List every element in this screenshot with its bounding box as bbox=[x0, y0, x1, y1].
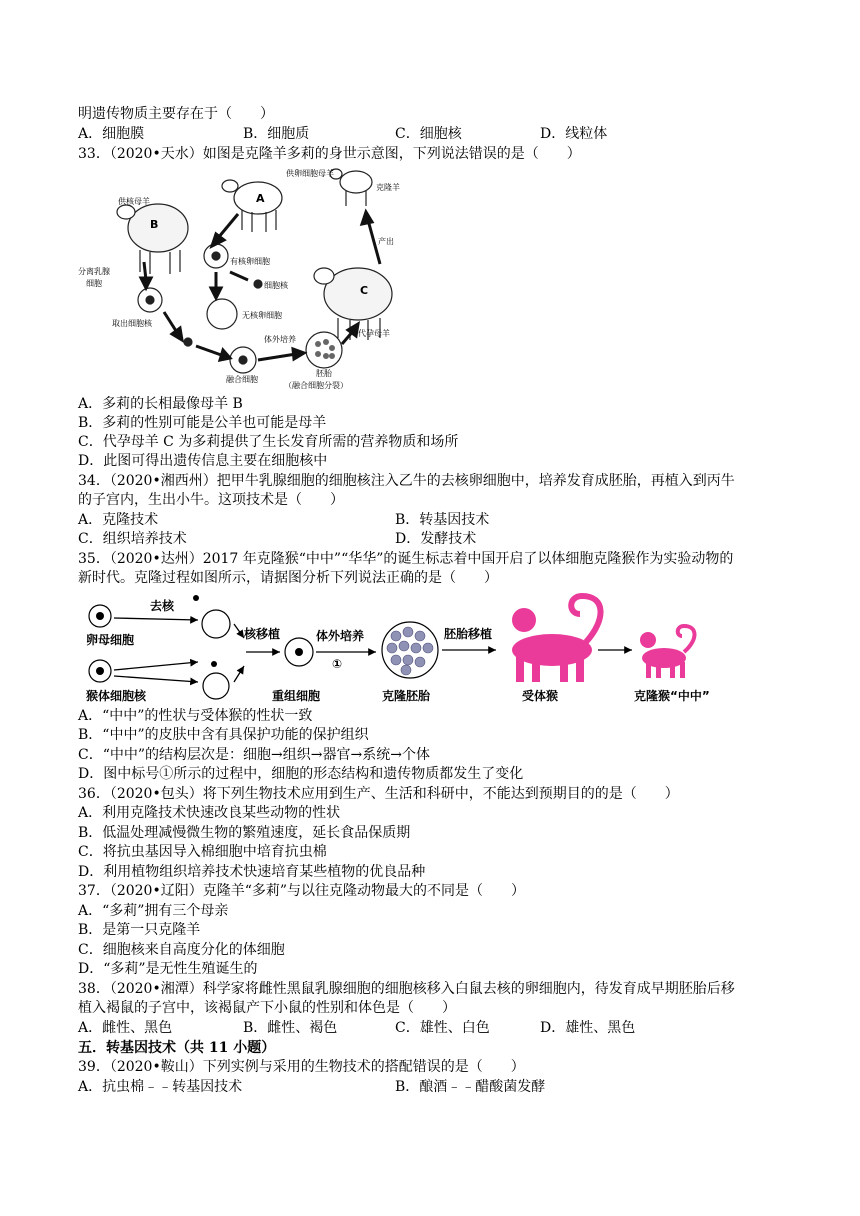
fig2-label-somatic: 猴体细胞核 bbox=[86, 689, 147, 703]
q37-option-c: C．细胞核来自高度分化的体细胞 bbox=[78, 942, 285, 958]
q35-option-c: C．“中中”的结构层次是：细胞→组织→器官→系统→个体 bbox=[78, 747, 430, 763]
fig2-label-clone-monkey: 克隆猴“中中” bbox=[634, 689, 710, 703]
q32-option-b: B．细胞质 bbox=[243, 126, 310, 142]
fig1-label-produce: 产出 bbox=[378, 237, 394, 246]
clone-sheep-image bbox=[330, 169, 372, 206]
q38-stem-line1: 38．（2020•湘潭）科学家将雌性黑鼠乳腺细胞的细胞核移入白鼠去核的卵细胞内，待发育成早期胚胎后移 bbox=[78, 981, 735, 997]
q34-option-a: A．克隆技术 bbox=[78, 512, 159, 528]
fig1-letter-a: A bbox=[256, 192, 265, 205]
fig1-label-donor-cell: 供核母羊 bbox=[118, 197, 150, 206]
fig2-label-egg: 卵母细胞 bbox=[86, 633, 135, 647]
fig2-label-enucleate: 去核 bbox=[150, 599, 175, 613]
q34-option-c: C．组织培养技术 bbox=[78, 531, 187, 547]
q36-stem: 36．（2020•包头）将下列生物技术应用到生产、生活和科研中，不能达到预期目的的是（ ） bbox=[78, 786, 679, 802]
q33-option-d: D．此图可得出遗传信息主要在细胞核中 bbox=[78, 453, 328, 469]
q38-stem-line2: 植入褐鼠的子宫中，该褐鼠产下小鼠的性别和体色是（ ） bbox=[78, 1000, 456, 1016]
fig2-label-recipient: 受体猴 bbox=[522, 689, 559, 703]
q32-option-d: D．线粒体 bbox=[540, 126, 608, 142]
monkey-clone-diagram bbox=[86, 590, 736, 706]
enucleated-egg-image bbox=[207, 299, 237, 329]
fig1-label-culture: 体外培养 bbox=[264, 335, 296, 344]
somatic-nucleus-empty-image bbox=[203, 673, 229, 699]
q35-option-a: A．“中中”的性状与受体猴的性状一致 bbox=[78, 708, 313, 724]
q38-option-b: B．雌性、褐色 bbox=[243, 1020, 338, 1036]
recipient-monkey-image bbox=[512, 596, 601, 682]
nucleus-image bbox=[254, 280, 262, 288]
fig2-label-transplant: 胚胎移植 bbox=[444, 627, 493, 641]
fig2-label-culture: 体外培养 bbox=[316, 629, 365, 643]
dolly-clone-diagram bbox=[78, 164, 450, 396]
fig2-label-step1: ① bbox=[332, 657, 343, 671]
q33-option-a: A．多莉的长相最像母羊 B bbox=[78, 396, 243, 412]
q33-stem: 33．（2020•天水）如图是克隆羊多莉的身世示意图，下列说法错误的是（ ） bbox=[78, 146, 581, 162]
q37-option-d: D．“多莉”是无性生殖诞生的 bbox=[78, 961, 258, 977]
q32-option-a: A．细胞膜 bbox=[78, 126, 145, 142]
fig2-label-embryo: 克隆胚胎 bbox=[382, 689, 431, 703]
q37-option-a: A．“多莉”拥有三个母亲 bbox=[78, 903, 229, 919]
fig1-label-cell: 细胞 bbox=[86, 279, 102, 288]
fig1-label-donor-egg: 供卵细胞母羊 bbox=[286, 169, 334, 178]
q35-option-d: D．图中标号①所示的过程中，细胞的形态结构和遗传物质都发生了变化 bbox=[78, 766, 524, 782]
q38-option-d: D．雄性、黑色 bbox=[540, 1020, 636, 1036]
q35-stem-line1: 35．（2020•达州）2017 年克隆猴“中中”“华华”的诞生标志着中国开启了以体细胞克隆猴作为实验动物的 bbox=[78, 551, 734, 567]
q32-stem: 明遗传物质主要存在于（ ） bbox=[78, 106, 274, 122]
q39-stem: 39．（2020•鞍山）下列实例与采用的生物技术的搭配错误的是（ ） bbox=[78, 1059, 525, 1075]
q35-option-b: B．“中中”的皮肤中含有具保护功能的保护组织 bbox=[78, 727, 369, 743]
q37-stem: 37．（2020•辽阳）克隆羊“多莉”与以往克隆动物最大的不同是（ ） bbox=[78, 883, 526, 899]
fig2-label-recombined: 重组细胞 bbox=[272, 689, 321, 703]
fig1-label-nucleus: 细胞核 bbox=[264, 281, 288, 290]
q36-option-b: B．低温处理减慢微生物的繁殖速度，延长食品保质期 bbox=[78, 825, 411, 841]
fig1-label-fused: 融合细胞 bbox=[226, 375, 258, 384]
fig1-label-enucleated-egg: 无核卵细胞 bbox=[242, 311, 282, 320]
fig1-label-nucleated-egg: 有核卵细胞 bbox=[230, 257, 270, 266]
fig2-label-transfer: 核移植 bbox=[244, 627, 281, 641]
fig1-label-take-nucleus: 取出细胞核 bbox=[112, 319, 152, 328]
fig1-label-embryo-note: （融合细胞分裂） bbox=[284, 381, 348, 390]
donor-nucleus-image bbox=[184, 338, 192, 346]
q35-stem-line2: 新时代。克隆过程如图所示，请据图分析下列说法正确的是（ ） bbox=[78, 570, 498, 586]
sheep-b-image bbox=[117, 204, 188, 274]
fig1-label-surrogate: 代孕母羊 bbox=[358, 329, 390, 338]
q36-option-d: D．利用植物组织培养技术快速培育某些植物的优良品种 bbox=[78, 864, 426, 880]
fig1-label-separate: 分离乳腺 bbox=[78, 267, 110, 276]
fig1-letter-b: B bbox=[150, 218, 159, 231]
q33-option-b: B．多莉的性别可能是公羊也可能是母羊 bbox=[78, 415, 327, 431]
q39-option-a: A．抗虫棉﹣﹣转基因技术 bbox=[78, 1079, 243, 1095]
q36-option-a: A．利用克隆技术快速改良某些动物的性状 bbox=[78, 805, 341, 821]
q38-option-a: A．雌性、黑色 bbox=[78, 1020, 173, 1036]
embryo-image bbox=[306, 332, 342, 368]
q34-stem-line1: 34．（2020•湘西州）把甲牛乳腺细胞的细胞核注入乙牛的去核卵细胞中，培养发育成胚胎，再植入到丙牛 bbox=[78, 473, 735, 489]
q39-option-b: B．酿酒﹣﹣醋酸菌发酵 bbox=[395, 1079, 546, 1095]
q34-stem-line2: 的子宫内，生出小牛。这项技术是（ ） bbox=[78, 492, 344, 508]
q32-option-c: C．细胞核 bbox=[395, 126, 462, 142]
q36-option-c: C．将抗虫基因导入棉细胞中培育抗虫棉 bbox=[78, 844, 327, 860]
q34-option-d: D．发酵技术 bbox=[395, 531, 477, 547]
section-title: 五．转基因技术（共 11 小题） bbox=[78, 1040, 276, 1056]
q38-option-c: C．雄性、白色 bbox=[395, 1020, 490, 1036]
q33-option-c: C．代孕母羊 C 为多莉提供了生长发育所需的营养物质和场所 bbox=[78, 434, 459, 450]
fig1-label-embryo: 胚胎 bbox=[316, 369, 332, 378]
q37-option-b: B．是第一只克隆羊 bbox=[78, 922, 201, 938]
clone-monkey-image bbox=[640, 626, 695, 678]
fig1-letter-c: C bbox=[360, 284, 369, 297]
enucleated-egg-image bbox=[202, 610, 230, 638]
fig1-label-clone: 克隆羊 bbox=[376, 183, 400, 192]
q34-option-b: B．转基因技术 bbox=[395, 512, 490, 528]
